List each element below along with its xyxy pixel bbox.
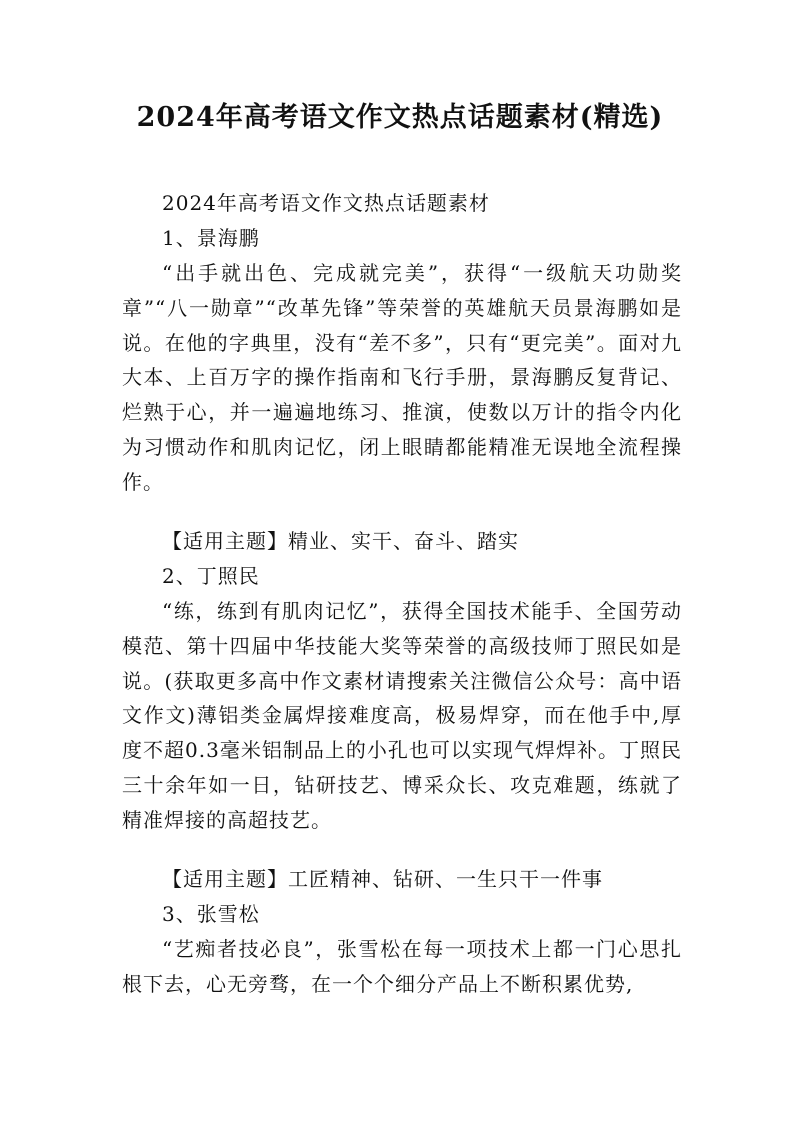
section-2-paragraph: “练，练到有肌肉记忆”，获得全国技术能手、全国劳动模范、第十四届中华技能大奖等荣誉的高级技师丁照民如是说。(获取更多高中作文素材请搜索关注微信公众号：高中语文作文)薄铝类金属焊接难度高，极易焊穿，而在他手中,厚度不超0.3毫米铝制品上的小孔也可以实现气焊焊补。丁照民三十余年如一日，钻研技艺、博采众长、攻克难题，练就了精准焊接的高超技艺。 [122, 599, 682, 832]
section-2-heading: 2、丁照民 [162, 564, 260, 588]
section-1-heading: 1、景海鹏 [162, 226, 260, 250]
section-1-body [122, 256, 682, 500]
document-title: 2024年高考语文作文热点话题素材(精选) [136, 102, 664, 133]
section-1-themes: 【适用主题】精业、实干、奋斗、踏实 [162, 529, 519, 553]
section-3-body [122, 932, 682, 1002]
section-2-themes: 【适用主题】工匠精神、钻研、一生只干一件事 [162, 867, 603, 891]
section-3-heading: 3、张雪松 [162, 902, 260, 926]
section-2-body [122, 594, 682, 838]
section-1-paragraph: “出手就出色、完成就完美”，获得“一级航天功勋奖章”“八一勋章”“改革先锋”等荣誉的英雄航天员景海鹏如是说。在他的字典里，没有“差不多”，只有“更完美”。面对九大本、上百万字的操作指南和飞行手册，景海鹏反复背记、烂熟于心，并一遍遍地练习、推演，使数以万计的指令内化为习惯动作和肌肉记忆，闭上眼睛都能精准无误地全流程操作。 [122, 261, 682, 494]
section-3-paragraph: “艺痴者技必良”，张雪松在每一项技术上都一门心思扎根下去，心无旁骛，在一个个细分产品上不断积累优势, [122, 937, 682, 996]
document-subtitle: 2024年高考语文作文热点话题素材 [162, 191, 490, 215]
